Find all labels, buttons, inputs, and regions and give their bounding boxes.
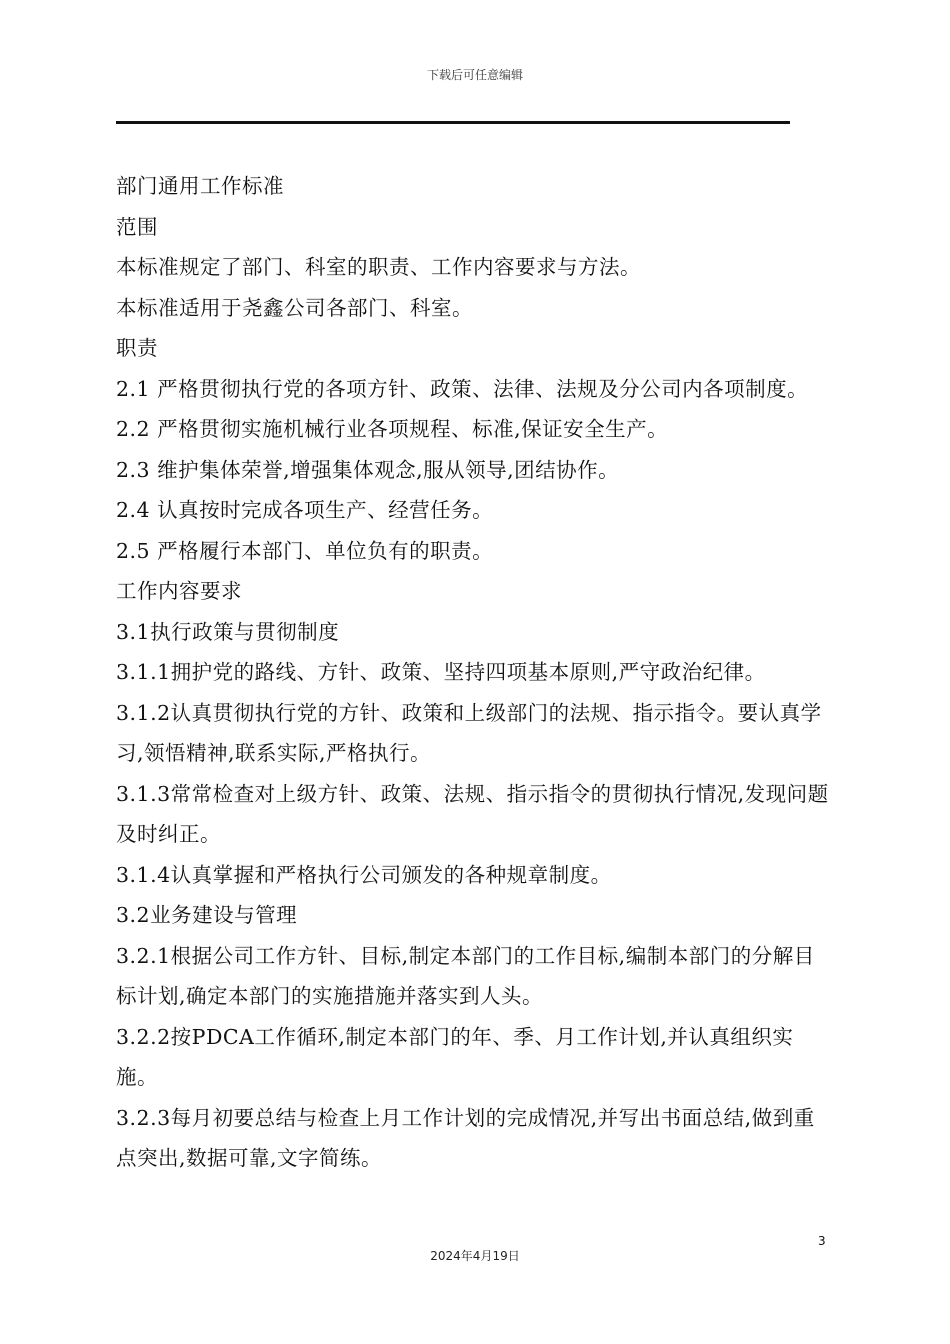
document-title: 部门通用工作标准 [116, 174, 284, 198]
footer-date: 2024年4月19日 [430, 1249, 520, 1263]
paragraph: 3.1.4认真掌握和严格执行公司颁发的各种规章制度。 [116, 862, 612, 887]
paragraph: 本标准规定了部门、科室的职责、工作内容要求与方法。 [116, 255, 641, 279]
paragraph: 本标准适用于尧鑫公司各部门、科室。 [116, 295, 473, 320]
paragraph: 3.2.3每月初要总结与检查上月工作计划的完成情况,并写出书面总结,做到重点突出,数据可靠,文字简练。 [116, 1105, 815, 1170]
page-header-note: 下载后可任意编辑 [426, 68, 523, 82]
paragraph: 2.5 严格履行本部门、单位负有的职责。 [116, 538, 494, 563]
header-divider [116, 121, 790, 124]
page-number: 3 [818, 1234, 826, 1248]
subsection-heading: 3.1执行政策与贯彻制度 [116, 619, 340, 644]
paragraph: 3.1.1拥护党的路线、方针、政策、坚持四项基本原则,严守政治纪律。 [116, 660, 766, 684]
section-heading-duties: 职责 [116, 336, 158, 360]
section-heading-scope: 范围 [116, 214, 158, 239]
paragraph: 2.4 认真按时完成各项生产、经营任务。 [116, 498, 494, 522]
paragraph: 2.3 维护集体荣誉,增强集体观念,服从领导,团结协作。 [116, 457, 620, 482]
section-heading-work-content: 工作内容要求 [116, 579, 242, 603]
paragraph: 3.1.3常常检查对上级方针、政策、法规、指示指令的贯彻执行情况,发现问题及时纠正。 [116, 781, 829, 846]
paragraph: 3.2.1根据公司工作方针、目标,制定本部门的工作目标,编制本部门的分解目标计划,确定本部门的实施措施并落实到人头。 [116, 943, 815, 1008]
paragraph: 2.1 严格贯彻执行党的各项方针、政策、法律、法规及分公司内各项制度。 [116, 376, 809, 401]
paragraph: 3.2.2按PDCA工作循环,制定本部门的年、季、月工作计划,并认真组织实施。 [116, 1024, 794, 1089]
paragraph: 3.1.2认真贯彻执行党的方针、政策和上级部门的法规、指示指令。要认真学习,领悟精神,联系实际,严格执行。 [116, 700, 822, 765]
subsection-heading: 3.2业务建设与管理 [116, 903, 298, 927]
document-body [116, 166, 832, 1179]
paragraph: 2.2 严格贯彻实施机械行业各项规程、标准,保证安全生产。 [116, 417, 669, 441]
